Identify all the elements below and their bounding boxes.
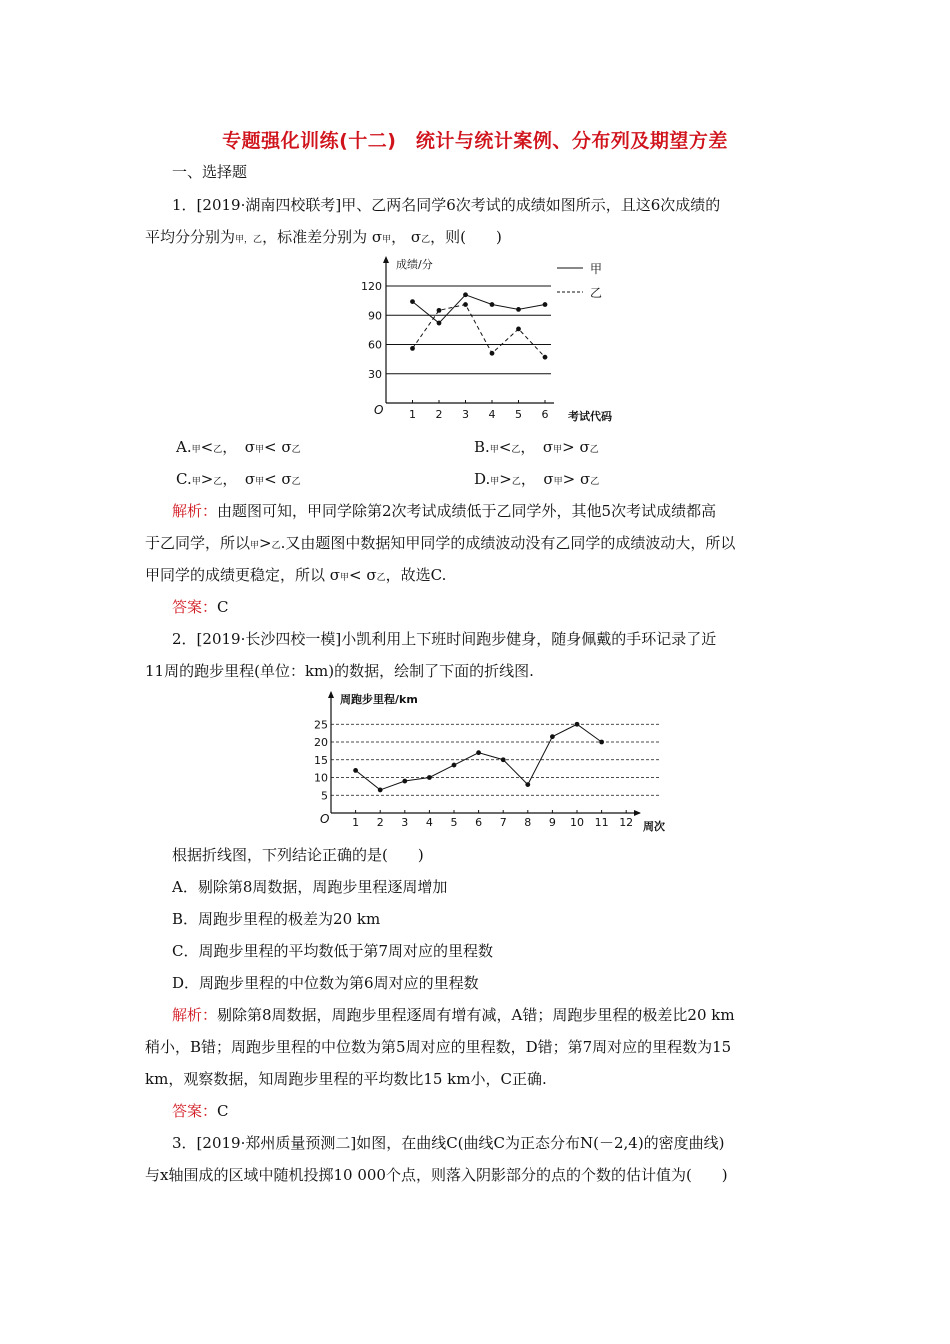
score-line-chart [361,248,612,428]
y-tick-label: 90 [368,309,382,323]
legend-label-yi: 乙 [590,286,603,300]
q1-analysis-line3: 甲同学的成绩更稳定，所以 σ甲< σ乙，故选C. [145,566,447,584]
q1-line2: 平均分分别为甲，乙，标准差分别为 σ甲， σ乙，则( ) [145,228,502,246]
series-line-2 [413,305,546,358]
data-point [463,302,468,307]
x-tick-label: 2 [376,816,384,829]
x-tick-label: 3 [462,408,469,421]
q2-analysis-line2: 稍小，B错；周跑步里程的中位数为第5周对应的里程数，D错；第7周对应的里程数为15 [145,1038,732,1056]
y-tick-label: 15 [314,753,328,767]
data-point [427,775,432,780]
y-tick-label: 20 [314,736,328,749]
x-tick-label: 9 [548,816,556,829]
x-tick-label: 10 [570,816,584,829]
data-point [516,307,521,312]
data-point [353,768,358,773]
data-point [410,346,415,351]
data-point [525,782,530,787]
x-tick-label: 6 [475,816,483,829]
data-point [402,779,407,784]
q3-line2: 与x轴围成的区域中随机投掷10 000个点，则落入阴影部分的点的个数的估计值为( ) [145,1166,728,1184]
q1-answer: 答案：C [172,598,229,616]
x-tick-label: 4 [488,408,496,421]
series-line-1 [413,295,546,323]
data-point [463,292,468,297]
data-point [575,722,580,727]
x-tick-label: 6 [541,408,549,421]
x-tick-label: 8 [524,816,532,829]
data-point [599,740,604,745]
q2-option-b[interactable]: B．周跑步里程的极差为20 km [172,910,381,928]
data-point [490,351,495,356]
q2-option-a[interactable]: A．剔除第8周数据，周跑步里程逐周增加 [172,878,448,896]
section-heading: 一、选择题 [172,163,248,181]
q2-line1: 2．[2019·长沙四校一模]小凯利用上下班时间跑步健身，随身佩戴的手环记录了近 [172,630,717,648]
y-tick-label: 60 [368,338,382,352]
y-axis-arrow [383,256,389,263]
x-tick-label: 2 [435,408,443,421]
y-tick-label: 30 [368,367,382,381]
page-title: 专题强化训练(十二) 统计与统计案例、分布列及期望方差 [222,130,728,152]
series-line [356,724,602,790]
y-axis-label: 周跑步里程/km [340,693,418,706]
data-point [550,734,555,739]
q1-line1: 1．[2019·湖南四校联考]甲、乙两名同学6次考试的成绩如图所示，且这6次成绩的 [172,196,721,214]
q2-option-d[interactable]: D．周跑步里程的中位数为第6周对应的里程数 [172,974,479,992]
x-tick-label: 5 [515,408,522,421]
q1-analysis-line1: 解析：由题图可知，甲同学除第2次考试成绩低于乙同学外，其他5次考试成绩都高 [172,502,717,520]
q2-line2: 11周的跑步里程(单位：km)的数据，绘制了下面的折线图. [145,662,534,680]
q2-stem: 根据折线图，下列结论正确的是( ) [172,846,424,864]
q2-answer: 答案：C [172,1102,229,1120]
data-point [490,302,495,307]
x-tick-label: 7 [499,816,507,829]
y-axis-arrow [328,691,334,698]
q2-analysis-line1: 解析：剔除第8周数据，周跑步里程逐周有增有减，A错；周跑步里程的极差比20 km [172,1006,735,1024]
origin-label: O [320,812,330,826]
data-point [543,302,548,307]
y-axis-label: 成绩/分 [396,258,433,271]
x-tick-label: 11 [594,816,609,829]
origin-label: O [374,403,384,417]
data-point [516,327,521,332]
x-axis-arrow [634,810,641,816]
x-axis-label: 考试代码 [568,410,612,423]
data-point [452,763,457,768]
data-point [378,788,383,793]
data-point [543,355,548,360]
q3-line1: 3．[2019·郑州质量预测二]如图，在曲线C(曲线C为正态分布N(－2,4)的密度曲线) [172,1134,725,1152]
legend-label-jia: 甲 [590,262,603,276]
data-point [501,757,506,762]
y-tick-label: 5 [321,789,328,803]
x-tick-label: 5 [450,816,458,829]
x-tick-label: 1 [352,816,360,829]
q1-option-b[interactable]: B.甲<乙， σ甲> σ乙 [474,438,599,456]
q2-analysis-line3: km，观察数据，知周跑步里程的平均数比15 km小，C正确. [145,1070,547,1088]
running-line-chart [312,686,692,836]
x-tick-label: 4 [425,816,433,829]
q1-analysis-line2: 于乙同学，所以甲>乙.又由题图中数据知甲同学的成绩波动没有乙同学的成绩波动大，所以 [145,534,736,552]
q1-option-d[interactable]: D.甲>乙， σ甲> σ乙 [474,470,600,488]
q2-option-c[interactable]: C．周跑步里程的平均数低于第7周对应的里程数 [172,942,494,960]
q1-option-c[interactable]: C.甲>乙， σ甲< σ乙 [176,470,301,488]
y-tick-label: 10 [314,771,328,785]
x-axis-label: 周次 [643,820,665,833]
q1-option-a[interactable]: A.甲<乙， σ甲< σ乙 [176,438,301,456]
y-tick-label: 25 [314,718,328,732]
data-point [410,299,415,304]
y-tick-label: 120 [361,280,382,293]
x-tick-label: 1 [409,408,416,421]
x-tick-label: 3 [401,816,409,829]
data-point [437,308,442,313]
data-point [476,750,481,755]
data-point [437,321,442,326]
x-tick-label: 12 [619,816,634,829]
